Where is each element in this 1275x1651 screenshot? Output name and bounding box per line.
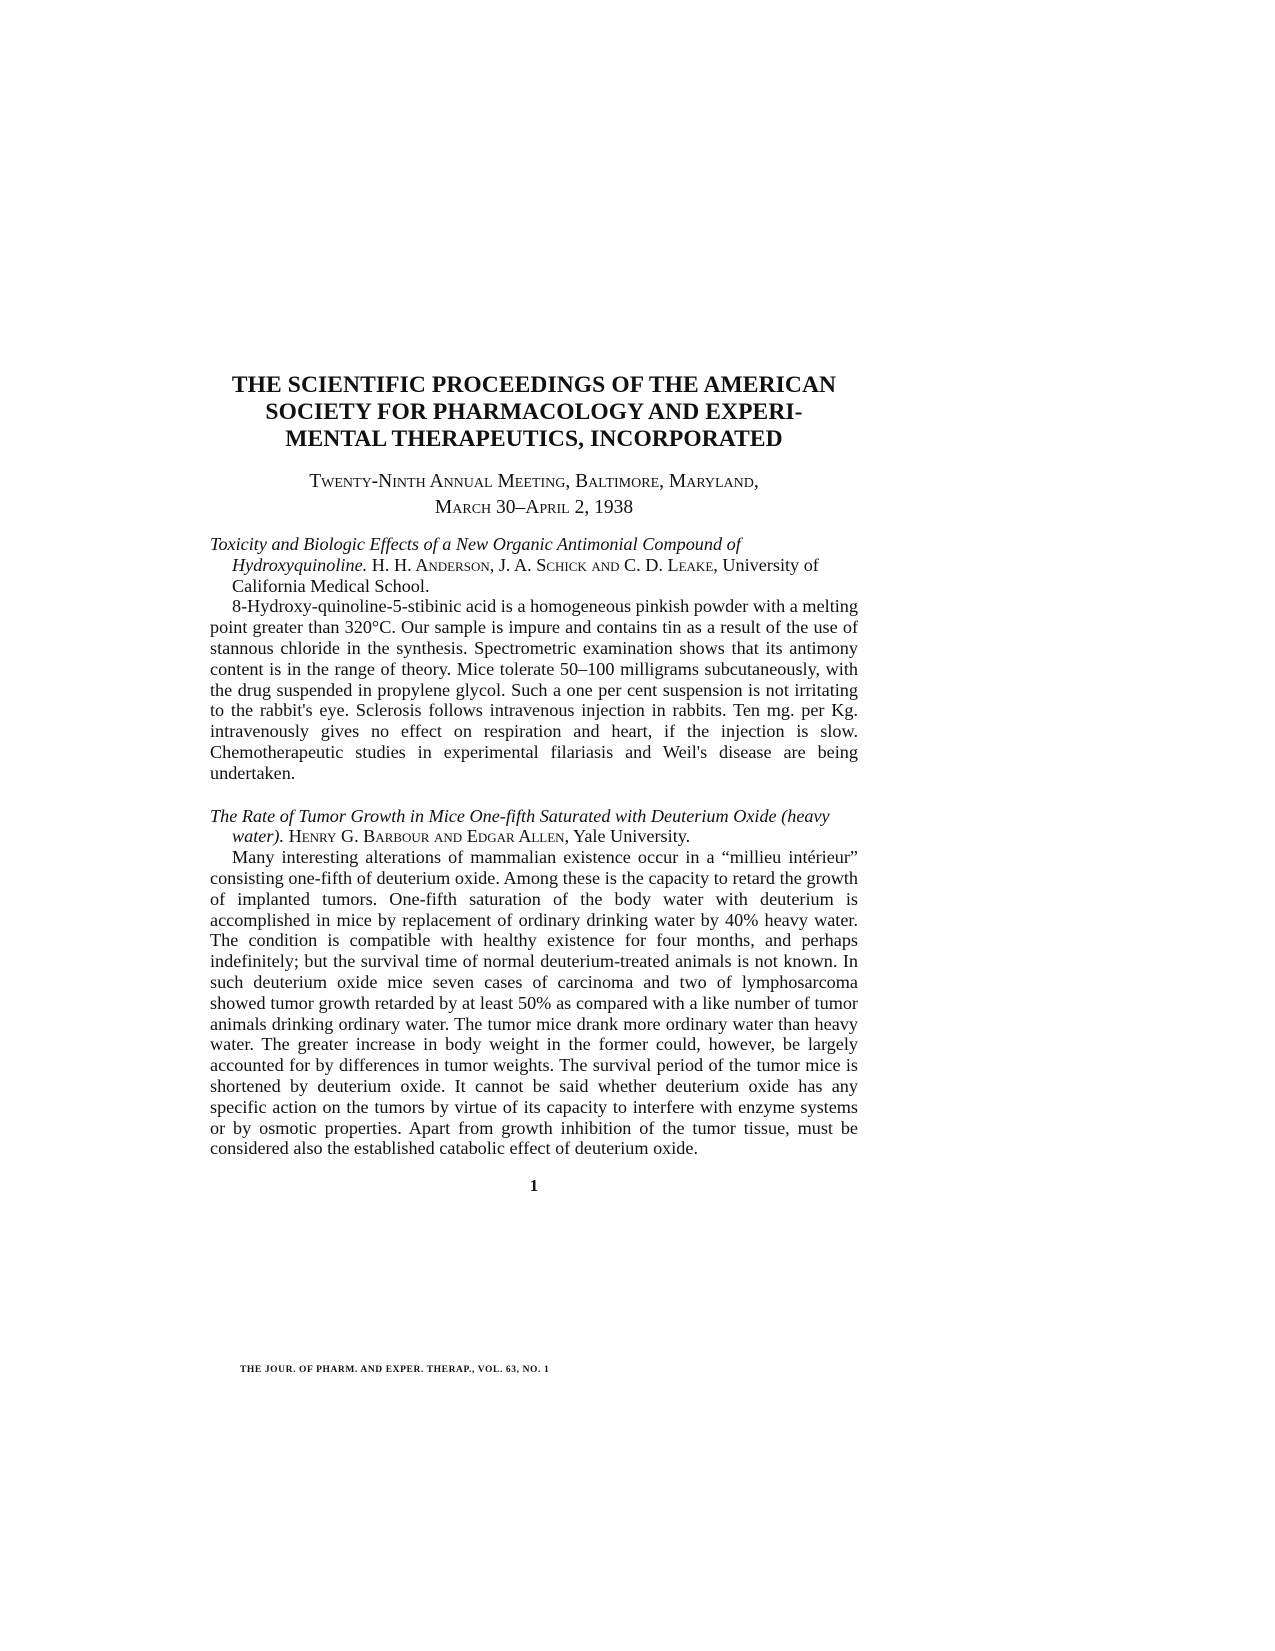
abstract-title: Toxicity and Biologic Effects of a New Organic Antimonial Compound of Hydroxyquinoline. xyxy=(210,534,741,575)
title-line: THE SCIENTIFIC PROCEEDINGS OF THE AMERICAN xyxy=(231,372,837,398)
abstract-affiliation: Yale University. xyxy=(573,826,691,847)
page-number: 1 xyxy=(529,1176,539,1196)
abstract-title: The Rate of Tumor Growth in Mice One-fifth Saturated with Deuterium Oxide (heavy water). xyxy=(210,805,830,847)
abstract-deuterium xyxy=(210,806,858,1160)
proceedings-title xyxy=(210,372,858,453)
meeting-info xyxy=(210,469,858,521)
abstract-heading xyxy=(210,534,858,596)
abstract-heading xyxy=(210,806,858,848)
journal-footer: THE JOUR. OF PHARM. AND EXPER. THERAP., VOL. 63, NO. 1 xyxy=(240,1365,550,1375)
title-line: MENTAL THERAPEUTICS, INCORPORATED xyxy=(285,426,783,452)
page-content xyxy=(210,372,858,1196)
abstract-authors: Henry G. Barbour and Edgar Allen, xyxy=(288,826,570,847)
abstract-antimonial xyxy=(210,534,858,784)
abstract-body: Many interesting alterations of mammalian existence occur in a “millieu intérieur” consisting one-fifth of deuterium oxide. Among these is the capacity to retard the growth of implanted tumors. One-fifth saturation of the body water with deuterium is accomplished in mice by replacement of ordinary drinking water by 40% heavy water. The condition is compatible with healthy existence for four months, and perhaps indefinitely; but the survival time of normal deuterium-treated animals is not known. In such deuterium oxide mice seven cases of carcinoma and two of lymphosarcoma showed tumor growth retarded by at least 50% as compared with a like number of tumor animals drinking ordinary water. The tumor mice drank more ordinary water than heavy water. The greater increase in body weight in the former could, however, be largely accounted for by differences in tumor weights. The survival period of the tumor mice is shortened by deuterium oxide. It cannot be said whether deuterium oxide has any specific action on the tumors by virtue of its capacity to interfere with enzyme systems or by osmotic properties. Apart from growth inhibition of the tumor tissue, must be considered also the established catabolic effect of deuterium oxide. xyxy=(210,847,858,1159)
title-line: SOCIETY FOR PHARMACOLOGY AND EXPERI- xyxy=(265,399,803,425)
abstract-authors: H. H. Anderson, J. A. Schick and C. D. Leake, xyxy=(371,554,718,575)
abstract-body: 8-Hydroxy-quinoline-5-stibinic acid is a homogeneous pinkish powder with a melting point greater than 320°C. Our sample is impure and contains tin as a result of the use of stannous chloride in the synthesis. Spectrometric examination shows that its antimony content is in the range of theory. Mice tolerate 50–100 milligrams subcutaneously, with the drug suspended in propylene glycol. Such a one per cent suspension is not irritating to the rabbit's eye. Sclerosis follows intravenous injection in rabbits. Ten mg. per Kg. intravenously gives no effect on respiration and heart, if the injection is slow. Chemotherapeutic studies in experimental filariasis and Weil's disease are being undertaken. xyxy=(210,596,858,783)
meeting-date: March 30–April 2, 1938 xyxy=(434,497,634,518)
meeting-line: Twenty-Ninth Annual Meeting, Baltimore, Maryland, xyxy=(309,471,759,492)
abstract-affiliation: University of California Medical School. xyxy=(232,554,819,596)
